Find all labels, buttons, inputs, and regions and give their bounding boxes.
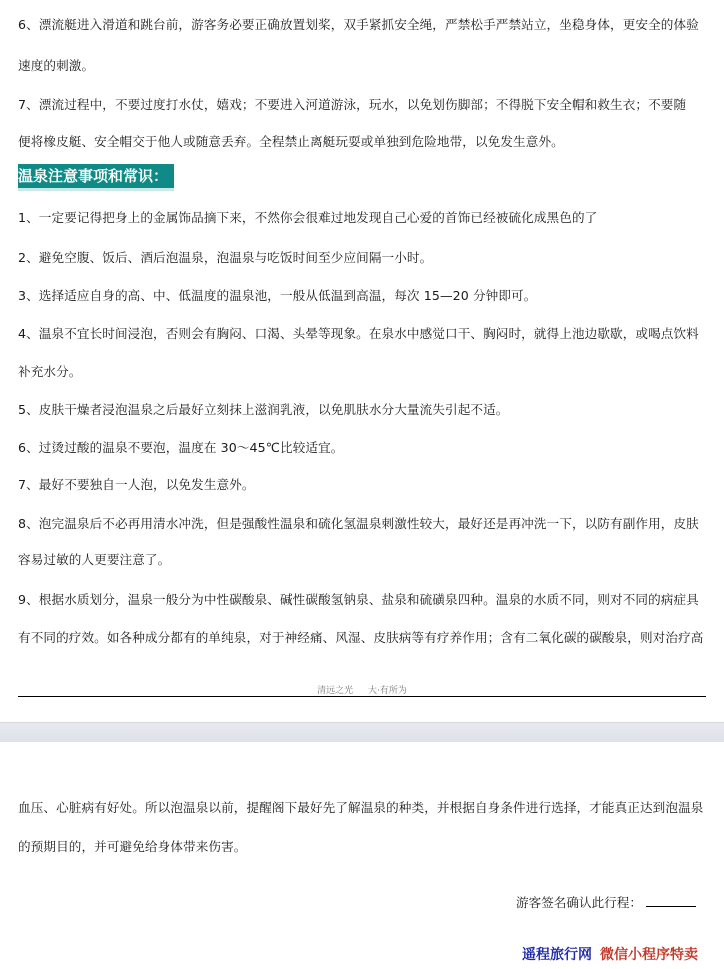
brand-name: 遥程旅行网 [522,947,592,963]
list-item: 6、过烫过酸的温泉不要泡，温度在 30～45℃比较适宜。 [18,440,344,455]
paragraph-line: 速度的刺激。 [18,58,95,73]
list-item: 4、温泉不宜长时间浸泡，否则会有胸闷、口渴、头晕等现象。在泉水中感觉口干、胸闷时，就得上池边歇歇，或喝点饮料 [18,326,699,341]
list-item: 补充水分。 [18,364,82,379]
list-item: 3、选择适应自身的高、中、低温度的温泉池，一般从低温到高温，每次 15—20 分钟即可。 [18,288,537,303]
footer-left-text: 清远之光 [317,686,354,696]
list-item: 8、泡完温泉后不必再用清水冲洗，但是强酸性温泉和硫化氢温泉刺激性较大，最好还是再冲洗一下，以防有副作用，皮肤 [18,516,699,531]
document-page-2 [0,742,724,969]
signature-blank [646,894,696,907]
footer-right-text: 大·有所为 [368,686,407,696]
list-item: 9、根据水质划分，温泉一般分为中性碳酸泉、碱性碳酸氢钠泉、盐泉和硫磺泉四种。温泉的水质不同，则对不同的病症具 [18,592,699,607]
paragraph-line: 6、漂流艇进入滑道和跳台前，游客务必要正确放置划桨，双手紧抓安全绳，严禁松手严禁站立，坐稳身体，更安全的体验 [18,17,699,32]
signature-label: 游客签名确认此行程： [516,895,642,910]
list-item: 1、一定要记得把身上的金属饰品摘下来，不然你会很难过地发现自己心爱的首饰已经被硫化成黑色的了 [18,210,598,225]
brand-tagline: 微信小程序特卖 [600,947,698,963]
signature-line [516,892,696,911]
paragraph-line: 7、漂流过程中，不要过度打水仗，嬉戏；不要进入河道游泳，玩水，以免划伤脚部；不得脱下安全帽和救生衣；不要随 [18,97,687,112]
paragraph-line: 的预期目的，并可避免给身体带来伤害。 [18,839,247,854]
list-item: 5、皮肤干燥者浸泡温泉之后最好立刻抹上滋润乳液，以免肌肤水分大量流失引起不适。 [18,402,509,417]
footer-rule [18,696,706,697]
paragraph-line: 血压、心脏病有好处。所以泡温泉以前，提醒阁下最好先了解温泉的种类，并根据自身条件进行选择，才能真正达到泡温泉 [18,800,704,815]
section-heading: 温泉注意事项和常识： [18,164,174,191]
page-footer [0,683,724,696]
list-item: 2、避免空腹、饭后、酒后泡温泉，泡温泉与吃饭时间至少应间隔一小时。 [18,250,433,265]
list-item: 7、最好不要独自一人泡，以免发生意外。 [18,477,255,492]
page-separator [0,722,724,743]
list-item: 有不同的疗效。如各种成分都有的单纯泉，对于神经痛、风湿、皮肤病等有疗养作用；含有二氧化碳的碳酸泉，则对治疗高 [18,630,704,645]
brand-footer [522,944,698,964]
paragraph-line: 便将橡皮艇、安全帽交于他人或随意丢弃。全程禁止离艇玩耍或单独到危险地带，以免发生意外。 [18,134,564,149]
list-item: 容易过敏的人更要注意了。 [18,552,171,567]
